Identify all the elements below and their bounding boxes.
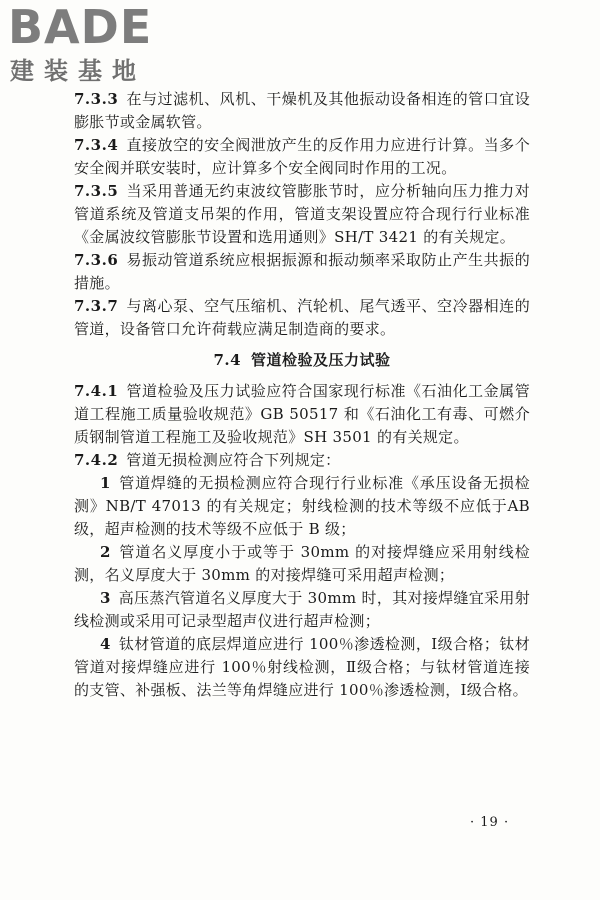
item-text: 管道名义厚度小于或等于 30mm 的对接焊缝应采用射线检测，名义厚度大于 30mm 的对接焊缝可采用超声检测； — [74, 543, 530, 584]
clause-text: 当采用普通无约束波纹管膨胀节时，应分析轴向压力推力对管道系统及管道支吊架的作用，管道支架设置应符合现行行业标准《金属波纹管膨胀节设置和选用通则》SH/T 3421 的有关规定。 — [74, 182, 530, 246]
clause-text: 直接放空的安全阀泄放产生的反作用力应进行计算。当多个安全阀并联安装时，应计算多个安全阀同时作用的工况。 — [74, 136, 530, 177]
clause-7-3-5 — [74, 180, 530, 249]
clause-7-4-1 — [74, 380, 530, 449]
item-number: 4 — [100, 635, 111, 653]
clause-number: 7.3.3 — [74, 90, 119, 108]
section-number: 7.4 — [213, 351, 242, 369]
clause-number: 7.3.7 — [74, 297, 119, 315]
logo-text-en: BADE — [8, 0, 153, 54]
clause-text: 管道检验及压力试验应符合国家现行标准《石油化工金属管道工程施工质量验收规范》GB 50517 和《石油化工有毒、可燃介质钢制管道工程施工及验收规范》SH 3501 的有关规定。 — [74, 382, 530, 446]
item-number: 2 — [100, 543, 111, 561]
clause-number: 7.4.1 — [74, 382, 119, 400]
clause-text: 与离心泵、空气压缩机、汽轮机、尾气透平、空冷器相连的管道，设备管口允许荷载应满足制造商的要求。 — [74, 297, 530, 338]
list-item — [74, 472, 530, 541]
clause-7-3-3 — [74, 88, 530, 134]
clause-7-3-7 — [74, 295, 530, 341]
clause-text: 管道无损检测应符合下列规定： — [126, 451, 341, 469]
clause-number: 7.4.2 — [74, 451, 119, 469]
list-item — [74, 633, 530, 702]
logo-text-cn: 建装基地 — [10, 57, 146, 85]
section-title: 管道检验及压力试验 — [251, 351, 391, 369]
section-heading — [74, 349, 530, 372]
item-text: 钛材管道的底层焊道应进行 100％渗透检测，Ⅰ级合格；钛材管道对接焊缝应进行 100％射线检测，Ⅱ级合格；与钛材管道连接的支管、补强板、法兰等角焊缝应进行 100％渗透检测，Ⅰ级合格。 — [74, 635, 530, 699]
clause-number: 7.3.4 — [74, 136, 119, 154]
item-number: 3 — [100, 589, 111, 607]
clause-text: 在与过滤机、风机、干燥机及其他振动设备相连的管口宜设膨胀节或金属软管。 — [74, 90, 530, 131]
clause-7-4-2 — [74, 449, 530, 472]
item-number: 1 — [100, 474, 111, 492]
clause-text: 易振动管道系统应根据振源和振动频率采取防止产生共振的措施。 — [74, 251, 530, 292]
document-body — [74, 88, 530, 702]
page-number: · 19 · — [470, 815, 510, 830]
item-text: 高压蒸汽管道名义厚度大于 30mm 时，其对接焊缝宜采用射线检测或采用可记录型超声仪进行超声检测； — [74, 589, 530, 630]
clause-7-3-4 — [74, 134, 530, 180]
logo — [8, 0, 208, 88]
clause-7-3-6 — [74, 249, 530, 295]
clause-number: 7.3.5 — [74, 182, 119, 200]
item-text: 管道焊缝的无损检测应符合现行行业标准《承压设备无损检测》NB/T 47013 的有关规定；射线检测的技术等级不应低于AB 级，超声检测的技术等级不应低于 B 级； — [74, 474, 530, 538]
clause-number: 7.3.6 — [74, 251, 119, 269]
list-item — [74, 587, 530, 633]
list-item — [74, 541, 530, 587]
